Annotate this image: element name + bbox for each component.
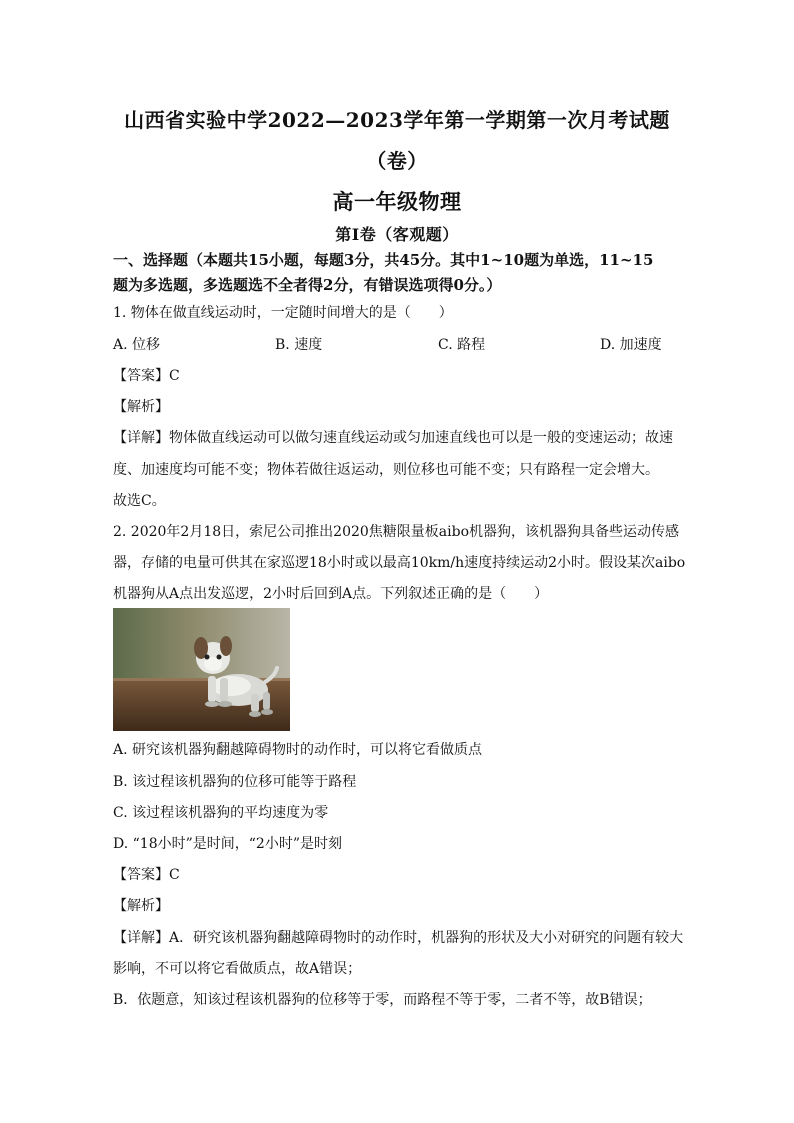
q1-detail-line-2: 度、加速度均可能不变；物体若做往返运动，则位移也可能不变；只有路程一定会增大。: [113, 462, 659, 478]
section-line-1: 一、选择题（本题共15小题，每题3分，共45分。其中1~10题为单选，11~15: [113, 251, 654, 269]
q1-stem: 1. 物体在做直线运动时，一定随时间增大的是（ ）: [113, 305, 453, 321]
q1-conclusion: 故选C。: [113, 493, 166, 509]
q1-option-c: C. 路程: [438, 337, 486, 353]
q2-detail-line-2: 影响，不可以将它看做质点，故A错误；: [113, 961, 362, 977]
section-line-2: 题为多选题，多选题选不全者得2分，有错误选项得0分。）: [113, 276, 502, 294]
q2-analysis-label: 【解析】: [113, 898, 169, 914]
exam-title: 山西省实验中学2022—2023学年第一学期第一次月考试题: [124, 108, 670, 132]
q1-option-a: A. 位移: [113, 337, 161, 353]
section-instructions: [113, 248, 683, 298]
q2-stem-line-1: 2. 2020年2月18日，索尼公司推出2020焦糖限量板aibo机器狗，该机器狗具备些运动传感: [113, 524, 680, 540]
exam-title-suffix: （卷）: [366, 149, 428, 173]
q2-stem-line-3: 机器狗从A点出发巡逻，2小时后回到A点。下列叙述正确的是（ ）: [113, 586, 549, 602]
subject-heading: 高一年级物理: [332, 189, 462, 214]
q2-stem-line-2: 器，存储的电量可供其在家巡逻18小时或以最高10km/h速度持续运动2小时。假设某次aibo: [113, 555, 686, 571]
q1-option-d: D. 加速度: [600, 337, 662, 353]
q1-detail-line-1: 【详解】物体做直线运动可以做匀速直线运动或匀加速直线也可以是一般的变速运动；故速: [113, 430, 673, 446]
q1-answer: 【答案】C: [113, 368, 180, 384]
q2-option-d: D. “18小时”是时间，“2小时”是时刻: [113, 836, 342, 852]
q2-option-c: C. 该过程该机器狗的平均速度为零: [113, 805, 329, 821]
q2-answer: 【答案】C: [113, 867, 180, 883]
volume-heading: 第I卷（客观题）: [335, 225, 459, 244]
robot-dog-photo: [113, 608, 290, 731]
q1-analysis-label: 【解析】: [113, 399, 169, 415]
q2-option-a: A. 研究该机器狗翻越障碍物时的动作时，可以将它看做质点: [113, 742, 483, 758]
q2-detail-line-1: 【详解】A．研究该机器狗翻越障碍物时的动作时，机器狗的形状及大小对研究的问题有较大: [113, 930, 684, 946]
q2-option-b: B. 该过程该机器狗的位移可能等于路程: [113, 774, 357, 790]
q1-option-b: B. 速度: [275, 337, 323, 353]
q2-detail-line-3: B．依题意，知该过程该机器狗的位移等于零，而路程不等于零，二者不等，故B错误；: [113, 992, 652, 1008]
